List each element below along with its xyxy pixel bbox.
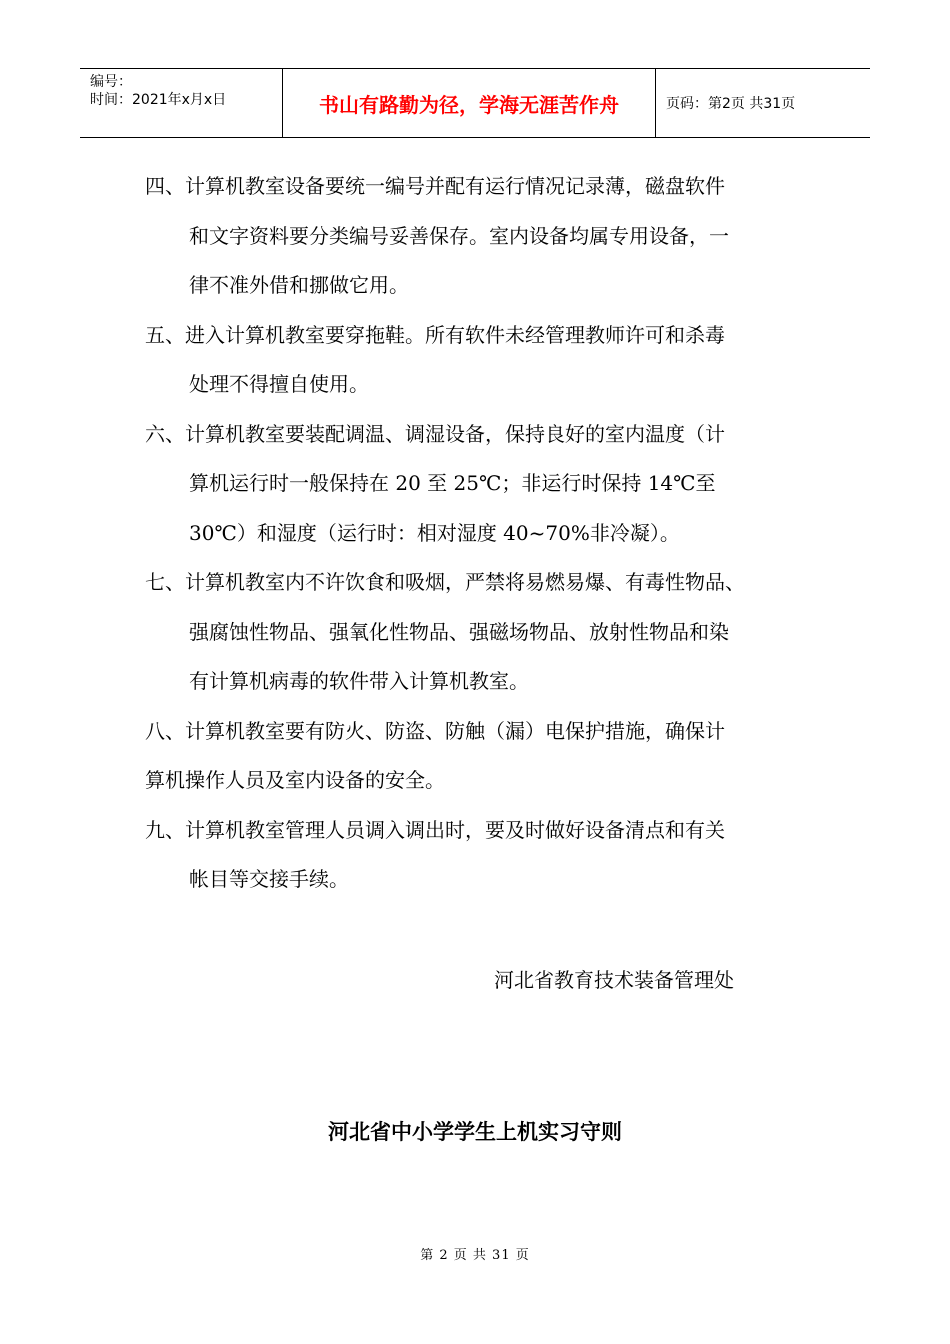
paragraph-line: 六、计算机教室要装配调温、调湿设备，保持良好的室内温度（计	[145, 421, 725, 446]
paragraph-line: 七、计算机教室内不许饮食和吸烟，严禁将易燃易爆、有毒性物品、	[145, 570, 745, 594]
document-header	[80, 68, 870, 138]
rule-paragraph-5	[145, 311, 825, 410]
document-date-label: 时间：2021年x月x日	[90, 92, 227, 108]
rule-paragraph-4	[145, 162, 825, 311]
document-body	[145, 162, 825, 905]
paragraph-line: 算机操作人员及室内设备的安全。	[145, 768, 445, 792]
header-meta-cell	[80, 69, 283, 137]
rule-paragraph-8	[145, 707, 825, 806]
rule-paragraph-6	[145, 410, 825, 559]
paragraph-line: 有计算机病毒的软件带入计算机教室。	[189, 669, 529, 693]
paragraph-line: 九、计算机教室管理人员调入调出时，要及时做好设备清点和有关	[145, 817, 725, 842]
paragraph-line: 律不准外借和挪做它用。	[189, 273, 409, 297]
paragraph-line: 处理不得擅自使用。	[189, 372, 369, 396]
header-page-info: 页码：第2页 共31页	[666, 96, 796, 112]
paragraph-line: 四、计算机教室设备要统一编号并配有运行情况记录薄，磁盘软件	[145, 174, 725, 198]
section-title: 河北省中小学学生上机实习守则	[328, 1120, 622, 1144]
paragraph-line: 帐目等交接手续。	[189, 867, 349, 891]
paragraph-line: 算机运行时一般保持在 20 至 25℃；非运行时保持 14℃至	[189, 471, 716, 495]
paragraph-line: 八、计算机教室要有防火、防盗、防触（漏）电保护措施，确保计	[145, 718, 725, 743]
rule-paragraph-9	[145, 806, 825, 905]
page-footer: 第 2 页 共 31 页	[420, 1248, 530, 1263]
issuing-authority: 河北省教育技术装备管理处	[494, 968, 734, 992]
document-code-label: 编号：	[90, 74, 132, 90]
paragraph-line: 30℃）和湿度（运行时：相对湿度 40~70%非冷凝）。	[189, 520, 680, 545]
paragraph-line: 和文字资料要分类编号妥善保存。室内设备均属专用设备，一	[189, 223, 729, 248]
paragraph-line: 五、进入计算机教室要穿拖鞋。所有软件未经管理教师许可和杀毒	[145, 322, 725, 347]
rule-paragraph-7	[145, 558, 825, 707]
header-motto: 书山有路勤为径，学海无涯苦作舟	[283, 69, 656, 137]
paragraph-line: 强腐蚀性物品、强氧化性物品、强磁场物品、放射性物品和染	[189, 619, 729, 644]
